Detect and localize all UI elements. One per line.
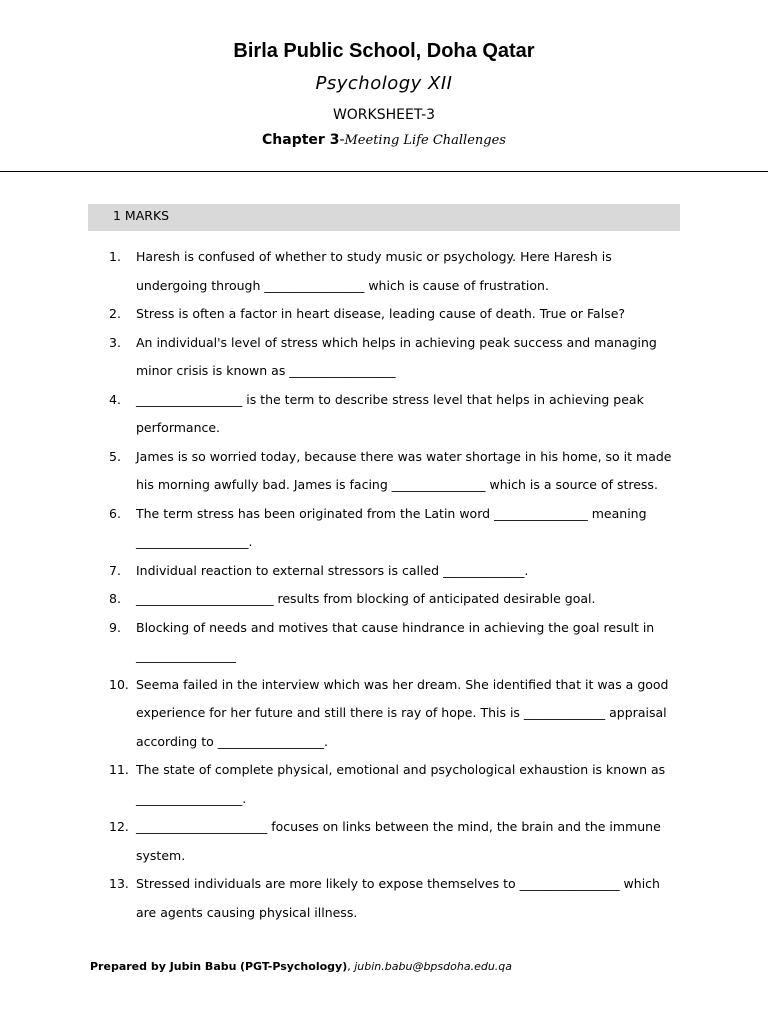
question-text: The term stress has been originated from the Latin word _______________ meaning __________________.	[136, 505, 647, 549]
question-text: Stress is often a factor in heart disease, leading cause of death. True or False?	[136, 306, 626, 321]
question-text: _____________________ focuses on links between the mind, the brain and the immune system.	[136, 819, 661, 863]
question-number: 1.	[109, 249, 121, 264]
footer	[90, 960, 512, 973]
question-item	[0, 870, 768, 927]
question-text: An individual's level of stress which helps in achieving peak success and managing minor crisis is known as _________________	[136, 334, 657, 378]
question-text: Haresh is confused of whether to study music or psychology. Here Haresh is undergoing through ________________ which is cause of frustration.	[136, 249, 612, 293]
question-text: _________________ is the term to describe stress level that helps in achieving peak performance.	[136, 391, 644, 435]
question-number: 4.	[109, 391, 121, 407]
question-item	[0, 443, 768, 500]
question-item	[0, 329, 768, 386]
question-item	[0, 243, 768, 300]
question-text: Seema failed in the interview which was her dream. She identified that it was a good experience for her future and still there is ray of hope. This is _____________ appraisal according to _________________.	[136, 676, 669, 749]
chapter-title: Meeting Life Challenges	[344, 133, 506, 148]
question-text: The state of complete physical, emotional and psychological exhaustion is known as _________________.	[136, 762, 666, 806]
question-item	[0, 500, 768, 557]
question-item	[0, 614, 768, 671]
chapter-heading	[0, 132, 768, 148]
subject-title: Psychology XII	[315, 73, 453, 94]
question-text: James is so worried today, because there was water shortage in his home, so it made his morning awfully bad. James is facing _______________ which is a source of stress.	[136, 448, 672, 492]
chapter-separator: -	[339, 132, 345, 148]
question-text: Individual reaction to external stressors is called _____________.	[136, 562, 529, 578]
question-item	[0, 756, 768, 813]
section-label: 1 MARKS	[113, 208, 170, 223]
question-text: ______________________ results from blocking of anticipated desirable goal.	[136, 591, 596, 606]
question-number: 12.	[109, 819, 129, 834]
question-number: 10.	[109, 676, 129, 692]
question-number: 11.	[109, 762, 129, 777]
question-number: 9.	[109, 619, 121, 635]
question-number: 5.	[109, 448, 121, 464]
author-role: (PGT-Psychology)	[239, 960, 348, 973]
question-number: 8.	[109, 591, 121, 606]
question-item	[0, 300, 768, 329]
question-text: Stressed individuals are more likely to expose themselves to ________________ which are agents causing physical illness.	[136, 876, 660, 920]
question-item	[0, 585, 768, 614]
question-item	[0, 671, 768, 757]
worksheet-label: WORKSHEET-3	[332, 107, 436, 123]
question-item	[0, 557, 768, 586]
footer-separator: ,	[347, 960, 351, 973]
section-header	[88, 204, 680, 231]
header-divider	[0, 171, 768, 172]
question-list	[0, 243, 768, 927]
question-text: Blocking of needs and motives that cause hindrance in achieving the goal result in ________________	[136, 619, 655, 663]
question-item	[0, 386, 768, 443]
question-item	[0, 813, 768, 870]
school-name: Birla Public School, Doha Qatar	[233, 40, 535, 62]
chapter-number: Chapter 3	[262, 132, 340, 148]
prepared-by: Prepared by Jubin Babu	[90, 960, 237, 973]
question-number: 3.	[109, 334, 121, 350]
question-number: 6.	[109, 505, 121, 521]
question-number: 7.	[109, 562, 121, 578]
question-number: 13.	[109, 876, 129, 891]
author-email: jubin.babu@bpsdoha.edu.qa	[354, 960, 513, 973]
question-number: 2.	[109, 306, 121, 321]
